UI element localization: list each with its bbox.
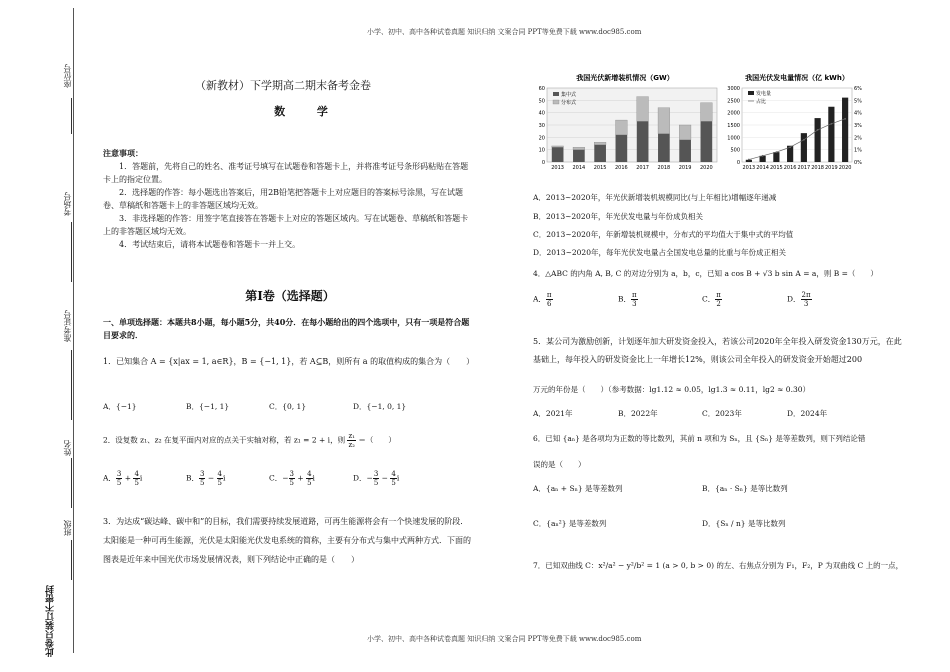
frac-den: 5 <box>217 479 223 487</box>
q2-option-label: B． <box>186 473 200 483</box>
name-label: 姓名 <box>63 440 72 456</box>
q2-stem <box>103 432 396 449</box>
q4-option-label: C． <box>702 294 716 304</box>
q3-option-c: C．2013~2020年，年新增装机规模中，分布式的平均值大于集中式的平均值 <box>533 230 794 239</box>
q6-stem-end: 误的是（ ） <box>533 460 586 469</box>
q2-option-c <box>269 470 315 487</box>
frac-den: 3 <box>803 300 809 308</box>
q2-frac-num: z₁ <box>348 432 355 440</box>
chart2-share-point <box>748 159 750 161</box>
frac-den: 2 <box>716 300 721 308</box>
frac-num: 3 <box>289 470 295 478</box>
name-underline <box>71 458 72 508</box>
ticket-label: 准考证号 <box>63 310 72 342</box>
frac-num: 2π <box>801 291 811 299</box>
chart1-ytick: 10 <box>538 147 545 154</box>
chart2-xtick: 2019 <box>825 165 838 171</box>
q5-stem-end: 万元的年份是（ ）（参考数据：lg1.12 ≈ 0.05，lg1.3 ≈ 0.11，lg2 ≈ 0.30） <box>533 385 811 394</box>
q4-option-frac <box>715 291 722 308</box>
q2-option-i: i <box>139 473 143 483</box>
q5-stem: 5．某公司为激励创新，计划逐年加大研发资金投入，若该公司2020年全年投入研发资金130万元，在此基础上，每年投入的研发资金比上一年增长12%，则该公司全年投入的研发资金开始超过200 <box>533 337 902 364</box>
q2-option-i: i <box>396 473 400 483</box>
q2-option-label: C． <box>269 473 283 483</box>
notice-item: 4．考试结束后，请将本试题卷和答题卡一并上交。 <box>119 240 301 249</box>
q4-option-label: D． <box>787 294 801 304</box>
chart1-ytick: 60 <box>538 86 545 92</box>
chart1-xtick: 2014 <box>572 165 586 171</box>
chart2-y2tick: 6% <box>854 86 862 92</box>
chart1-ytick: 50 <box>538 98 545 105</box>
exam-no-label: 考场号 <box>63 192 72 216</box>
q2-option-i: i <box>312 473 315 483</box>
chart1-xtick: 2018 <box>657 165 671 171</box>
ticket-underline <box>71 350 72 420</box>
frac-den: 3 <box>632 300 637 308</box>
q2-option-sign: − <box>366 473 373 483</box>
subject-title: 数 学 <box>274 105 342 118</box>
chart1-bar-distributed <box>573 147 585 149</box>
chart1-ytick: 40 <box>538 110 545 117</box>
class-underline <box>71 540 72 580</box>
q2-option-d <box>353 470 399 487</box>
q5-option-b: B．2022年 <box>618 409 658 418</box>
chart2-y2tick: 2% <box>854 135 862 142</box>
chart2-y2tick: 1% <box>854 147 862 154</box>
chart2-ytick: 3000 <box>727 86 740 92</box>
chart2-legend-swatch <box>748 91 754 95</box>
q6-option-d: D．{Sₙ / n} 是等比数列 <box>702 519 786 528</box>
frac-num: 4 <box>134 470 139 478</box>
chart1-legend-label: 分布式 <box>561 100 577 106</box>
chart1-bar-centralized <box>594 145 606 162</box>
chart1-xtick: 2017 <box>636 165 649 171</box>
chart1-xtick: 2019 <box>678 165 692 171</box>
q4-option-frac <box>546 291 553 308</box>
chart1-bar-distributed <box>552 146 564 147</box>
chart2-share-point <box>830 123 832 125</box>
frac-num: 4 <box>391 470 396 478</box>
chart1-ytick: 0 <box>541 160 545 166</box>
chart1-bar-centralized <box>552 147 564 162</box>
chart1-xtick: 2013 <box>551 165 564 171</box>
q5-option-c: C．2023年 <box>702 409 742 418</box>
chart2-y2tick: 3% <box>854 123 862 129</box>
frac-num: 4 <box>307 470 312 478</box>
section-title: 第Ⅰ卷（选择题） <box>245 289 335 303</box>
chart2-share-point <box>817 129 819 131</box>
frac-den: 5 <box>134 479 139 487</box>
q5-option-d: D．2024年 <box>787 409 828 418</box>
q6-option-c: C．{aₙ²} 是等差数列 <box>533 519 607 528</box>
exam-title: （新教材）下学期高二期末备考金卷 <box>195 79 371 92</box>
chart2-bar <box>828 107 834 162</box>
chart1-legend-swatch <box>553 92 559 96</box>
q3-option-d: D．2013~2020年，每年光伏发电量占全国发电总量的比重与年份成正相关 <box>533 248 786 257</box>
q2-option-label: D． <box>353 473 367 483</box>
chart1-bar-centralized <box>679 140 691 162</box>
chart2-bar <box>801 133 807 162</box>
frac-num: π <box>546 291 552 299</box>
chart2-ytick: 0 <box>736 160 740 166</box>
chart2-share-point <box>775 151 777 153</box>
chart1-bar-distributed <box>616 120 628 135</box>
q3-stem: 3．为达成“碳达峰、碳中和”的目标，我们需要持续发展道路，可再生能源将会有一个快速发展的阶段．太阳能是一种可再生能源，光伏是太阳能光伏发电系统的简称，主要有分布式与集中式两种方式．下面的图表是近年来中国光伏市场发展情况表，则下列结论中正确的是（ ） <box>103 517 471 564</box>
frac-den: 5 <box>307 479 312 487</box>
q2-option-i: i <box>223 473 226 483</box>
q2-option-op: − <box>379 473 391 483</box>
chart2-y2tick: 0% <box>854 160 862 166</box>
chart1-xtick: 2016 <box>615 165 628 171</box>
frac-den: 5 <box>116 479 122 487</box>
q2-option-a <box>103 470 142 487</box>
chart1-bar-distributed <box>594 142 606 144</box>
chart2-ytick: 2000 <box>727 110 740 117</box>
q2-frac-den: z₂ <box>348 441 355 449</box>
frac-num: π <box>632 291 637 299</box>
chart2-ytick: 1000 <box>727 135 740 142</box>
chart2-bar <box>842 98 848 162</box>
q4-option-b <box>618 291 638 308</box>
q3-option-a: A．2013~2020年，年光伏新增装机规模同比(与上年相比)增幅逐年递减 <box>533 193 777 202</box>
chart1-ytick: 30 <box>538 123 545 129</box>
footer-note: 小学、初中、高中各种试卷真题 知识归纳 文案合同 PPT等免费下载 www.doc985.com <box>367 635 642 643</box>
q6-option-a: A．{aₙ + Sₙ} 是等差数列 <box>533 484 623 493</box>
chart2-ytick: 1500 <box>727 123 740 129</box>
exam-no-underline <box>71 222 72 282</box>
q1-stem: 1．已知集合 A = {x|ax = 1, a∈R}，B = {−1, 1}，若 A⊆B，则所有 a 的取值构成的集合为（ ） <box>103 357 475 366</box>
q2-stem-end: ＝（ ） <box>358 435 396 445</box>
q2-fraction <box>347 432 356 449</box>
chart1-bar-distributed <box>658 108 670 134</box>
q3-option-b: B．2013~2020年，年光伏发电量与年份成负相关 <box>533 212 703 221</box>
chart2-legend-label: 占比 <box>756 99 767 105</box>
q2-option-op: − <box>205 473 217 483</box>
header-note: 小学、初中、高中各种试卷真题 知识归纳 文案合同 PPT等免费下载 www.doc985.com <box>367 28 642 36</box>
chart1-bar-distributed <box>701 103 713 122</box>
chart2-ytick: 500 <box>730 147 740 154</box>
q2-option-label: A． <box>103 473 116 483</box>
chart-generation <box>722 70 872 180</box>
q5-option-a: A．2021年 <box>533 409 573 418</box>
chart1-bar-centralized <box>573 150 585 162</box>
chart1-xtick: 2020 <box>700 165 713 171</box>
binding-warning: 此卷只装订不密封 <box>46 585 56 657</box>
q2-stem-text: 2．设复数 z₁、z₂ 在复平面内对应的点关于实轴对称，若 z₁ = 2 + i，则 <box>103 435 346 445</box>
q7-stem: 7．已知双曲线 C：x²/a² − y²/b² = 1 (a > 0, b > 0) 的左、右焦点分别为 F₁，F₂，P 为双曲线 C 上的一点， <box>533 561 904 570</box>
chart2-y2tick: 4% <box>854 110 862 117</box>
class-label: 班级 <box>63 520 72 536</box>
chart2-xtick: 2016 <box>783 165 797 171</box>
chart1-legend-swatch <box>553 100 559 104</box>
section-intro: 一、单项选择题：本题共8小题，每小题5分，共40分．在每小题给出的四个选项中，只有一项是符合题目要求的． <box>103 317 470 340</box>
frac-den: 5 <box>373 479 379 487</box>
frac-num: 4 <box>217 470 223 478</box>
q1-option-d: D．{−1, 0, 1} <box>353 402 407 411</box>
frac-num: 3 <box>116 470 122 478</box>
binding-line <box>73 8 74 653</box>
chart2-xtick: 2020 <box>838 165 852 171</box>
notice-item: 3．非选择题的作答：用签字笔直接答在答题卡上对应的答题区域内。写在试题卷、草稿纸和答题卡上的非答题区域均无效。 <box>103 214 469 236</box>
chart2-bar <box>815 118 821 162</box>
chart1-bar-centralized <box>616 135 628 162</box>
q2-option-b <box>186 470 225 487</box>
chart2-share-point <box>844 118 846 120</box>
chart1-ytick: 20 <box>538 135 545 142</box>
frac-den: 5 <box>200 479 205 487</box>
frac-num: π <box>716 291 721 299</box>
q4-option-d <box>787 291 812 308</box>
q4-stem: 4．△ABC 的内角 A, B, C 的对边分别为 a，b，c，已知 a cos B + √3 b sin A = a，则 B =（ ） <box>533 269 878 278</box>
chart1-bar-centralized <box>658 134 670 162</box>
chart2-y2tick: 5% <box>854 98 862 105</box>
chart2-legend-label: 发电量 <box>756 91 772 97</box>
chart2-share-point <box>803 139 805 141</box>
chart1-title: 我国光伏新增装机情况（GW） <box>576 74 674 82</box>
seat-underline <box>71 98 72 134</box>
q6-stem: 6．已知 {aₙ} 是各项均为正数的等比数列，其前 n 项和为 Sₙ，且 {Sₙ} 是等差数列，则下列结论错 <box>533 434 866 443</box>
chart1-bar-centralized <box>701 121 713 162</box>
chart2-xtick: 2017 <box>797 165 811 171</box>
notice-block <box>103 147 475 251</box>
chart2-xtick: 2015 <box>770 165 783 171</box>
frac-num: 3 <box>200 470 205 478</box>
seat-label: 座位号 <box>63 64 72 88</box>
frac-den: 5 <box>391 479 396 487</box>
q6-option-b: B．{aₙ · Sₙ} 是等比数列 <box>702 484 788 493</box>
q2-option-op: + <box>295 473 307 483</box>
q4-option-frac <box>631 291 638 308</box>
q4-option-frac <box>801 291 812 308</box>
chart-new-installations <box>525 70 725 180</box>
q1-option-b: B．{−1, 1} <box>186 402 230 411</box>
chart2-share-point <box>789 146 791 148</box>
frac-den: 6 <box>546 300 552 308</box>
chart2-xtick: 2014 <box>756 165 769 171</box>
q4-option-a <box>533 291 553 308</box>
q2-option-op: + <box>122 473 134 483</box>
chart2-share-point <box>762 155 764 157</box>
frac-num: 3 <box>373 470 379 478</box>
q4-option-c <box>702 291 722 308</box>
chart1-bar-distributed <box>637 97 649 122</box>
chart2-bar <box>773 152 779 162</box>
q4-option-label: A． <box>533 294 546 304</box>
q1-option-c: C．{0, 1} <box>269 402 307 411</box>
chart2-xtick: 2013 <box>742 165 756 171</box>
chart2-ytick: 2500 <box>727 98 740 105</box>
chart2-xtick: 2018 <box>811 165 824 171</box>
chart1-bar-centralized <box>637 121 649 162</box>
chart2-title: 我国光伏发电量情况（亿 kWh） <box>745 74 849 82</box>
chart1-legend-label: 集中式 <box>561 92 577 98</box>
q4-option-label: B． <box>618 294 632 304</box>
frac-den: 5 <box>289 479 295 487</box>
chart1-bar-distributed <box>679 125 691 140</box>
notice-item: 1．答题前，先将自己的姓名、准考证号填写在试题卷和答题卡上，并将准考证号条形码粘贴在答题卡上的指定位置。 <box>103 162 469 184</box>
q1-option-a: A．{−1} <box>103 402 137 411</box>
notice-heading: 注意事项： <box>103 148 143 158</box>
chart1-xtick: 2015 <box>593 165 607 171</box>
notice-item: 2．选择题的作答：每小题选出答案后，用2B铅笔把答题卡上对应题目的答案标号涂黑，写在试题卷、草稿纸和答题卡上的非答题区域均无效。 <box>103 188 464 210</box>
q2-option-sign: − <box>282 473 289 483</box>
